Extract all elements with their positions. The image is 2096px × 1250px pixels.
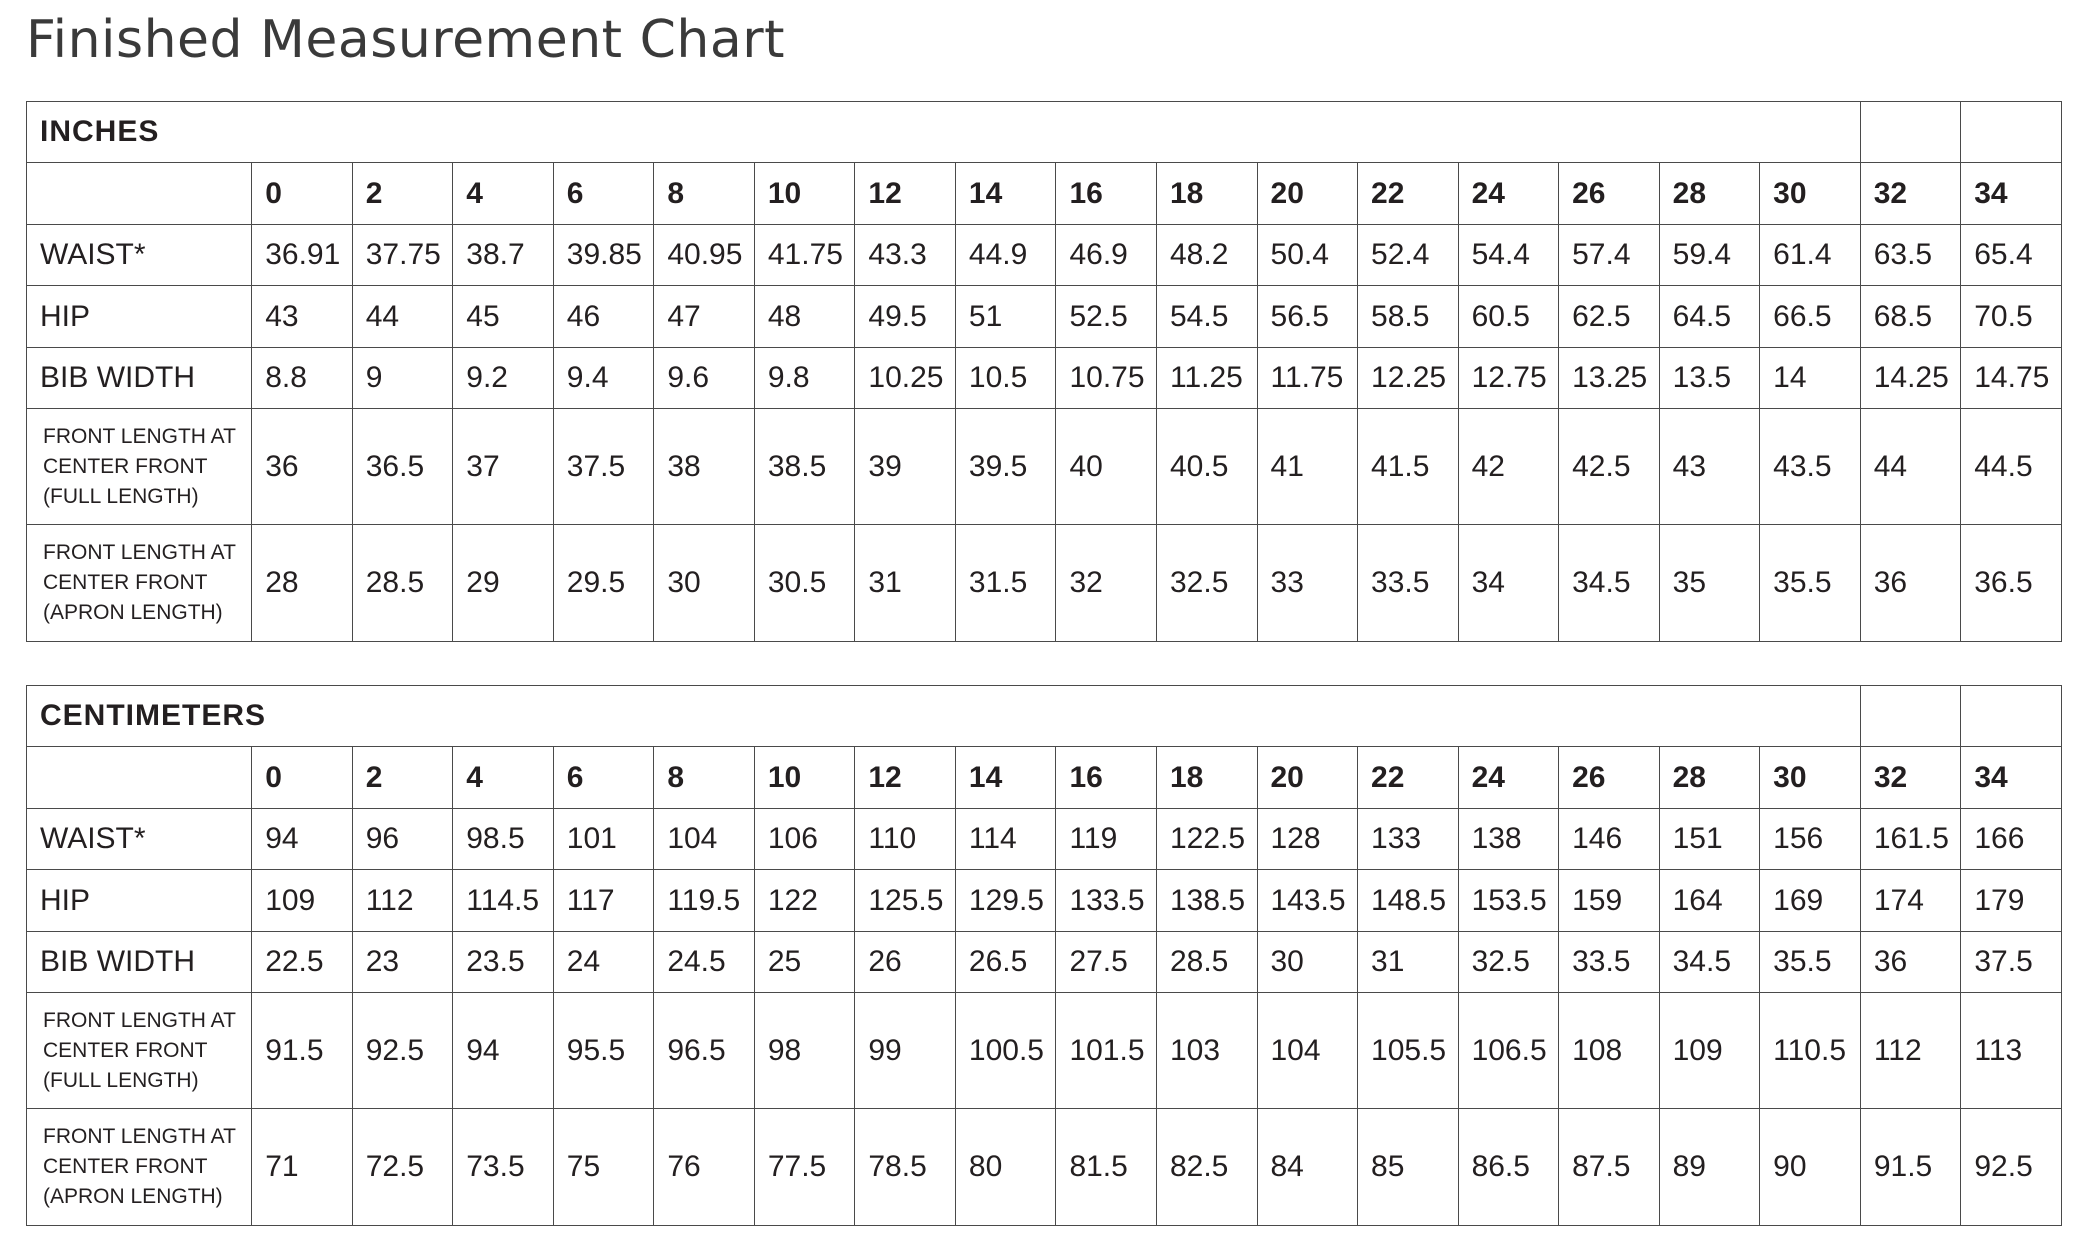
measurement-cell: 104 xyxy=(654,809,755,870)
measurement-cell: 57.4 xyxy=(1559,225,1660,286)
size-header-10: 10 xyxy=(754,163,855,225)
measurement-cell: 46.9 xyxy=(1056,225,1157,286)
measurement-cell: 94 xyxy=(453,993,554,1109)
size-header-28: 28 xyxy=(1659,163,1760,225)
row-label: BIB WIDTH xyxy=(27,348,252,409)
table-row xyxy=(27,286,2062,348)
measurement-cell: 35.5 xyxy=(1760,525,1861,642)
size-header-30: 30 xyxy=(1760,163,1861,225)
measurement-cell: 49.5 xyxy=(855,286,956,348)
measurement-cell: 76 xyxy=(654,1109,755,1226)
row-label: FRONT LENGTH AT CENTER FRONT (APRON LENGTH) xyxy=(27,525,252,642)
size-header-34: 34 xyxy=(1961,163,2062,225)
measurement-cell: 37.5 xyxy=(1961,932,2062,993)
measurement-cell: 42 xyxy=(1458,409,1559,525)
measurement-cell: 43 xyxy=(252,286,353,348)
table-row xyxy=(27,525,2062,642)
measurement-cell: 32 xyxy=(1056,525,1157,642)
measurement-cell: 11.75 xyxy=(1257,348,1358,409)
measurement-cell: 28 xyxy=(252,525,353,642)
measurement-cell: 75 xyxy=(553,1109,654,1226)
measurement-cell: 45 xyxy=(453,286,554,348)
size-header-2: 2 xyxy=(352,747,453,809)
section-header-row xyxy=(27,686,2062,747)
measurement-cell: 27.5 xyxy=(1056,932,1157,993)
measurement-cell: 9 xyxy=(352,348,453,409)
measurement-cell: 29 xyxy=(453,525,554,642)
size-header-10: 10 xyxy=(754,747,855,809)
measurement-cell: 143.5 xyxy=(1257,870,1358,932)
measurement-cell: 44.5 xyxy=(1961,409,2062,525)
measurement-cell: 101 xyxy=(553,809,654,870)
measurement-cell: 10.5 xyxy=(955,348,1056,409)
measurement-cell: 13.5 xyxy=(1659,348,1760,409)
measurement-cell: 68.5 xyxy=(1860,286,1961,348)
measurement-cell: 64.5 xyxy=(1659,286,1760,348)
measurement-cell: 47 xyxy=(654,286,755,348)
empty-header-cell xyxy=(1860,686,1961,747)
measurement-cell: 109 xyxy=(252,870,353,932)
measurement-cell: 82.5 xyxy=(1156,1109,1257,1226)
measurement-cell: 98 xyxy=(754,993,855,1109)
row-label: FRONT LENGTH AT CENTER FRONT (FULL LENGTH) xyxy=(27,993,252,1109)
measurement-cell: 161.5 xyxy=(1860,809,1961,870)
measurement-cell: 30.5 xyxy=(754,525,855,642)
measurement-cell: 95.5 xyxy=(553,993,654,1109)
empty-header-cell xyxy=(1860,102,1961,163)
size-header-20: 20 xyxy=(1257,163,1358,225)
measurement-cell: 26 xyxy=(855,932,956,993)
measurement-cell: 40 xyxy=(1056,409,1157,525)
measurement-cell: 106 xyxy=(754,809,855,870)
row-label: FRONT LENGTH AT CENTER FRONT (FULL LENGTH) xyxy=(27,409,252,525)
measurement-cell: 109 xyxy=(1659,993,1760,1109)
measurement-cell: 14.25 xyxy=(1860,348,1961,409)
size-header-30: 30 xyxy=(1760,747,1861,809)
measurement-cell: 52.4 xyxy=(1358,225,1459,286)
measurement-cell: 32.5 xyxy=(1458,932,1559,993)
measurement-cell: 122.5 xyxy=(1156,809,1257,870)
measurement-cell: 44.9 xyxy=(955,225,1056,286)
measurement-cell: 11.25 xyxy=(1156,348,1257,409)
table-row xyxy=(27,870,2062,932)
measurement-cell: 36.91 xyxy=(252,225,353,286)
measurement-cell: 164 xyxy=(1659,870,1760,932)
measurement-cell: 70.5 xyxy=(1961,286,2062,348)
table-row xyxy=(27,993,2062,1109)
measurement-cell: 54.5 xyxy=(1156,286,1257,348)
measurement-cell: 36.5 xyxy=(352,409,453,525)
measurement-cell: 58.5 xyxy=(1358,286,1459,348)
measurement-cell: 40.95 xyxy=(654,225,755,286)
measurement-cell: 37.75 xyxy=(352,225,453,286)
measurement-cell: 89 xyxy=(1659,1109,1760,1226)
measurement-cell: 72.5 xyxy=(352,1109,453,1226)
measurement-cell: 54.4 xyxy=(1458,225,1559,286)
table-row xyxy=(27,809,2062,870)
measurement-cell: 24.5 xyxy=(654,932,755,993)
measurement-cell: 128 xyxy=(1257,809,1358,870)
table-row xyxy=(27,225,2062,286)
measurement-cell: 78.5 xyxy=(855,1109,956,1226)
row-label: HIP xyxy=(27,870,252,932)
measurement-cell: 48 xyxy=(754,286,855,348)
measurement-cell: 100.5 xyxy=(955,993,1056,1109)
size-header-14: 14 xyxy=(955,747,1056,809)
measurement-cell: 40.5 xyxy=(1156,409,1257,525)
measurement-cell: 103 xyxy=(1156,993,1257,1109)
size-header-0: 0 xyxy=(252,163,353,225)
measurement-cell: 94 xyxy=(252,809,353,870)
size-header-8: 8 xyxy=(654,163,755,225)
measurement-cell: 119 xyxy=(1056,809,1157,870)
measurement-cell: 39.85 xyxy=(553,225,654,286)
empty-header-cell xyxy=(1961,102,2062,163)
size-header-34: 34 xyxy=(1961,747,2062,809)
size-header-8: 8 xyxy=(654,747,755,809)
size-header-6: 6 xyxy=(553,747,654,809)
measurement-cell: 106.5 xyxy=(1458,993,1559,1109)
size-header-22: 22 xyxy=(1358,163,1459,225)
measurement-cell: 33.5 xyxy=(1358,525,1459,642)
size-header-22: 22 xyxy=(1358,747,1459,809)
measurement-cell: 85 xyxy=(1358,1109,1459,1226)
size-header-28: 28 xyxy=(1659,747,1760,809)
measurement-cell: 62.5 xyxy=(1559,286,1660,348)
measurement-cell: 87.5 xyxy=(1559,1109,1660,1226)
size-row-label-cell xyxy=(27,747,252,809)
size-header-4: 4 xyxy=(453,163,554,225)
table-row xyxy=(27,409,2062,525)
size-row-label-cell xyxy=(27,163,252,225)
measurement-cell: 9.6 xyxy=(654,348,755,409)
size-header-32: 32 xyxy=(1860,163,1961,225)
measurement-cell: 34.5 xyxy=(1659,932,1760,993)
measurement-cell: 35 xyxy=(1659,525,1760,642)
measurement-cell: 52.5 xyxy=(1056,286,1157,348)
section-header: CENTIMETERS xyxy=(27,686,1861,747)
measurement-cell: 37 xyxy=(453,409,554,525)
size-header-18: 18 xyxy=(1156,747,1257,809)
measurement-cell: 122 xyxy=(754,870,855,932)
measurement-cell: 33.5 xyxy=(1559,932,1660,993)
size-header-0: 0 xyxy=(252,747,353,809)
measurement-cell: 133.5 xyxy=(1056,870,1157,932)
size-header-4: 4 xyxy=(453,747,554,809)
measurement-cell: 30 xyxy=(654,525,755,642)
measurement-cell: 59.4 xyxy=(1659,225,1760,286)
measurement-cell: 129.5 xyxy=(955,870,1056,932)
measurement-cell: 12.25 xyxy=(1358,348,1459,409)
section-header: INCHES xyxy=(27,102,1861,163)
measurement-cell: 138 xyxy=(1458,809,1559,870)
measurement-cell: 133 xyxy=(1358,809,1459,870)
measurement-cell: 73.5 xyxy=(453,1109,554,1226)
measurement-cell: 101.5 xyxy=(1056,993,1157,1109)
size-row xyxy=(27,163,2062,225)
size-header-6: 6 xyxy=(553,163,654,225)
size-header-26: 26 xyxy=(1559,747,1660,809)
measurement-cell: 39.5 xyxy=(955,409,1056,525)
measurement-cell: 30 xyxy=(1257,932,1358,993)
measurement-cell: 113 xyxy=(1961,993,2062,1109)
measurement-cell: 43 xyxy=(1659,409,1760,525)
measurement-cell: 138.5 xyxy=(1156,870,1257,932)
measurement-cell: 66.5 xyxy=(1760,286,1861,348)
size-header-16: 16 xyxy=(1056,163,1157,225)
measurement-cell: 98.5 xyxy=(453,809,554,870)
measurement-cell: 108 xyxy=(1559,993,1660,1109)
measurement-cell: 32.5 xyxy=(1156,525,1257,642)
measurement-cell: 24 xyxy=(553,932,654,993)
measurement-cell: 41 xyxy=(1257,409,1358,525)
measurement-cell: 51 xyxy=(955,286,1056,348)
measurement-cell: 146 xyxy=(1559,809,1660,870)
measurement-cell: 153.5 xyxy=(1458,870,1559,932)
measurement-cell: 60.5 xyxy=(1458,286,1559,348)
measurement-cell: 25 xyxy=(754,932,855,993)
measurement-cell: 169 xyxy=(1760,870,1861,932)
measurement-cell: 125.5 xyxy=(855,870,956,932)
measurement-cell: 35.5 xyxy=(1760,932,1861,993)
section-header-row xyxy=(27,102,2062,163)
measurement-cell: 99 xyxy=(855,993,956,1109)
measurement-cell: 119.5 xyxy=(654,870,755,932)
measurement-cell: 105.5 xyxy=(1358,993,1459,1109)
measurement-cell: 10.25 xyxy=(855,348,956,409)
size-header-18: 18 xyxy=(1156,163,1257,225)
row-label: FRONT LENGTH AT CENTER FRONT (APRON LENGTH) xyxy=(27,1109,252,1226)
measurement-cell: 31 xyxy=(855,525,956,642)
measurement-cell: 91.5 xyxy=(1860,1109,1961,1226)
measurement-cell: 50.4 xyxy=(1257,225,1358,286)
measurement-cell: 148.5 xyxy=(1358,870,1459,932)
measurement-cell: 117 xyxy=(553,870,654,932)
inches-table xyxy=(26,101,2062,642)
measurement-cell: 23 xyxy=(352,932,453,993)
size-header-14: 14 xyxy=(955,163,1056,225)
measurement-cell: 90 xyxy=(1760,1109,1861,1226)
measurement-cell: 92.5 xyxy=(1961,1109,2062,1226)
measurement-cell: 56.5 xyxy=(1257,286,1358,348)
measurement-cell: 112 xyxy=(1860,993,1961,1109)
measurement-cell: 31 xyxy=(1358,932,1459,993)
measurement-cell: 91.5 xyxy=(252,993,353,1109)
empty-header-cell xyxy=(1961,686,2062,747)
measurement-cell: 61.4 xyxy=(1760,225,1861,286)
measurement-cell: 10.75 xyxy=(1056,348,1157,409)
measurement-cell: 37.5 xyxy=(553,409,654,525)
measurement-cell: 31.5 xyxy=(955,525,1056,642)
measurement-cell: 38.5 xyxy=(754,409,855,525)
measurement-cell: 34.5 xyxy=(1559,525,1660,642)
measurement-cell: 110 xyxy=(855,809,956,870)
table-row xyxy=(27,932,2062,993)
measurement-cell: 9.2 xyxy=(453,348,554,409)
measurement-cell: 114 xyxy=(955,809,1056,870)
row-label: WAIST* xyxy=(27,809,252,870)
measurement-cell: 156 xyxy=(1760,809,1861,870)
measurement-cell: 26.5 xyxy=(955,932,1056,993)
measurement-cell: 46 xyxy=(553,286,654,348)
measurement-cell: 8.8 xyxy=(252,348,353,409)
size-header-20: 20 xyxy=(1257,747,1358,809)
centimeters-table xyxy=(26,685,2062,1226)
measurement-cell: 42.5 xyxy=(1559,409,1660,525)
measurement-cell: 179 xyxy=(1961,870,2062,932)
measurement-cell: 159 xyxy=(1559,870,1660,932)
measurement-cell: 9.8 xyxy=(754,348,855,409)
measurement-cell: 41.75 xyxy=(754,225,855,286)
table-row xyxy=(27,1109,2062,1226)
size-row xyxy=(27,747,2062,809)
size-header-26: 26 xyxy=(1559,163,1660,225)
measurement-cell: 23.5 xyxy=(453,932,554,993)
measurement-cell: 44 xyxy=(352,286,453,348)
measurement-cell: 28.5 xyxy=(352,525,453,642)
measurement-cell: 110.5 xyxy=(1760,993,1861,1109)
measurement-cell: 44 xyxy=(1860,409,1961,525)
measurement-cell: 38.7 xyxy=(453,225,554,286)
measurement-cell: 36 xyxy=(1860,932,1961,993)
measurement-cell: 28.5 xyxy=(1156,932,1257,993)
row-label: HIP xyxy=(27,286,252,348)
measurement-cell: 43.5 xyxy=(1760,409,1861,525)
page-title: Finished Measurement Chart xyxy=(26,10,785,70)
measurement-cell: 34 xyxy=(1458,525,1559,642)
size-header-32: 32 xyxy=(1860,747,1961,809)
measurement-cell: 36 xyxy=(1860,525,1961,642)
measurement-cell: 80 xyxy=(955,1109,1056,1226)
measurement-cell: 112 xyxy=(352,870,453,932)
measurement-cell: 96.5 xyxy=(654,993,755,1109)
measurement-cell: 9.4 xyxy=(553,348,654,409)
measurement-cell: 81.5 xyxy=(1056,1109,1157,1226)
size-header-12: 12 xyxy=(855,163,956,225)
measurement-cell: 14.75 xyxy=(1961,348,2062,409)
measurement-cell: 14 xyxy=(1760,348,1861,409)
measurement-cell: 77.5 xyxy=(754,1109,855,1226)
measurement-cell: 65.4 xyxy=(1961,225,2062,286)
measurement-cell: 92.5 xyxy=(352,993,453,1109)
measurement-cell: 63.5 xyxy=(1860,225,1961,286)
measurement-cell: 13.25 xyxy=(1559,348,1660,409)
table-row xyxy=(27,348,2062,409)
measurement-cell: 84 xyxy=(1257,1109,1358,1226)
size-header-16: 16 xyxy=(1056,747,1157,809)
size-header-24: 24 xyxy=(1458,747,1559,809)
measurement-cell: 104 xyxy=(1257,993,1358,1109)
row-label: WAIST* xyxy=(27,225,252,286)
measurement-cell: 86.5 xyxy=(1458,1109,1559,1226)
measurement-cell: 39 xyxy=(855,409,956,525)
measurement-cell: 166 xyxy=(1961,809,2062,870)
measurement-cell: 174 xyxy=(1860,870,1961,932)
measurement-cell: 71 xyxy=(252,1109,353,1226)
measurement-cell: 38 xyxy=(654,409,755,525)
measurement-cell: 96 xyxy=(352,809,453,870)
measurement-cell: 48.2 xyxy=(1156,225,1257,286)
measurement-cell: 41.5 xyxy=(1358,409,1459,525)
size-header-2: 2 xyxy=(352,163,453,225)
measurement-cell: 29.5 xyxy=(553,525,654,642)
measurement-cell: 43.3 xyxy=(855,225,956,286)
measurement-cell: 151 xyxy=(1659,809,1760,870)
size-header-24: 24 xyxy=(1458,163,1559,225)
measurement-cell: 36 xyxy=(252,409,353,525)
measurement-cell: 22.5 xyxy=(252,932,353,993)
measurement-cell: 36.5 xyxy=(1961,525,2062,642)
measurement-cell: 12.75 xyxy=(1458,348,1559,409)
measurement-cell: 114.5 xyxy=(453,870,554,932)
size-header-12: 12 xyxy=(855,747,956,809)
row-label: BIB WIDTH xyxy=(27,932,252,993)
measurement-cell: 33 xyxy=(1257,525,1358,642)
